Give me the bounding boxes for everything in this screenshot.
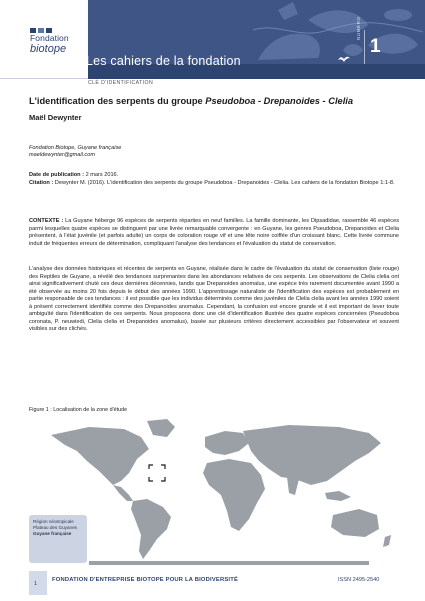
context-paragraph (29, 218, 399, 248)
legend-french-guiana: Guyane française (33, 531, 72, 536)
article-title (29, 96, 353, 106)
page-number-box (29, 571, 47, 595)
citation-label: Citation : (29, 180, 54, 186)
affiliation-text: Fondation Biotope, Guyane française (29, 145, 122, 151)
title-main: L'identification des serpents du groupe (29, 96, 206, 106)
bird-icon (338, 55, 350, 63)
header-divider (364, 30, 365, 64)
context-label: CONTEXTE : (29, 218, 64, 224)
author-affiliation (29, 145, 121, 160)
issn: ISSN 2495-2540 (338, 577, 380, 583)
citation (29, 180, 399, 188)
legend-guiana-shield: Plateau des Guyanes (33, 525, 77, 530)
world-map-land (51, 419, 391, 565)
logo-line1: Fondation (30, 33, 69, 43)
logo-stripes-icon (30, 28, 70, 33)
pub-date-value: 2 mars 2016. (84, 172, 119, 178)
figure-caption: Figure 1 : Localisation de la zone d'étude (29, 407, 128, 413)
title-genera: Pseudoboa - Drepanoides - Clelia (205, 96, 354, 106)
logo-area (0, 0, 88, 79)
citation-text: Dewynter M. (2016). L'identification des serpents du groupe Pseudoboa - Drepanoides - Clelia. Les cahiers de la fondation Biotope 1:1-8. (53, 180, 395, 186)
header-illustration-icon (248, 0, 425, 64)
analysis-paragraph: L'analyse des données historiques et récentes de serpents en Guyane, réalisée dans le cadre de l'évaluation du statut de conservation (liste rouge) des Reptiles de Guyane, a révélé des tendances surprenantes dans les abondances relatives de ces serpents. Les observations de Clelia clelia ont ainsi significativement chuté ces deux dernières décennies, tandis que Drepanoides anomalus, une espèce très rarement documentée avant 1990 a été observée au moins 20 fois depuis le début des années 1990. L'apprentissage naturaliste de l'identification des espèces est probablement en partie responsable de ces tendances : il est possible que les individus déterminés comme des juvéniles de Clelia clelia avant les années 1990 soient à présent correctement identifiés comme des Drepanoides anomalus. Cependant, la confusion est encore grande et il est important de lever toute ambiguïté dans l'identification de ces serpents. Nous proposons donc une clé d'identification illustrée des quatre espèces concernées (Pseudoboa coronata, P. neuwiedi, Clelia clelia et Drepanoides anomalus), basée sur plusieurs critères directement accessibles par l'observateur et souvent visibles sur des clichés. (29, 266, 399, 333)
author-name: Maël Dewynter (29, 113, 82, 122)
legend-neotropical: Région néotropicale (33, 519, 74, 524)
page-header (0, 0, 425, 79)
fondation-biotope-logo (30, 34, 69, 55)
series-title: Les cahiers de la fondation (86, 54, 241, 68)
page-number: 1 (34, 581, 38, 587)
context-text: La Guyane héberge 96 espèces de serpents réparties en neuf familles. La famille dominante, les Dipsadidae, rassemble 46 espèces parmi lesquelles quatre espèces se distinguent par une livrée remarquable convergente : en Guyane, les genres Pseudoboa, Drepanoides et Clelia présentent, à l'état juvénile (et parfois adulte) un corps de coloration rouge vif et une tête noire coiffée d'un croissant blanc. Cette livrée commune induit de fréquentes erreurs de détermination, compliquant l'analyse des tendances et l'évaluation du statut de conservation. (29, 218, 399, 247)
page-footer (0, 567, 425, 601)
study-zone-marker (149, 465, 165, 481)
pub-date-label: Date de publication : (29, 172, 85, 178)
foundation-name: FONDATION D'ENTREPRISE BIOTOPE POUR LA BIODIVERSITÉ (52, 577, 239, 583)
map-legend (29, 515, 87, 563)
author-email: maeldewynter@gmail.com (29, 152, 95, 159)
section-label: CLÉ D'IDENTIFICATION (88, 80, 154, 86)
numero-label: NUMÉRO (356, 16, 361, 40)
logo-line2: biotope (30, 43, 67, 55)
publication-date (29, 172, 118, 178)
issue-number: 1 (370, 36, 381, 57)
